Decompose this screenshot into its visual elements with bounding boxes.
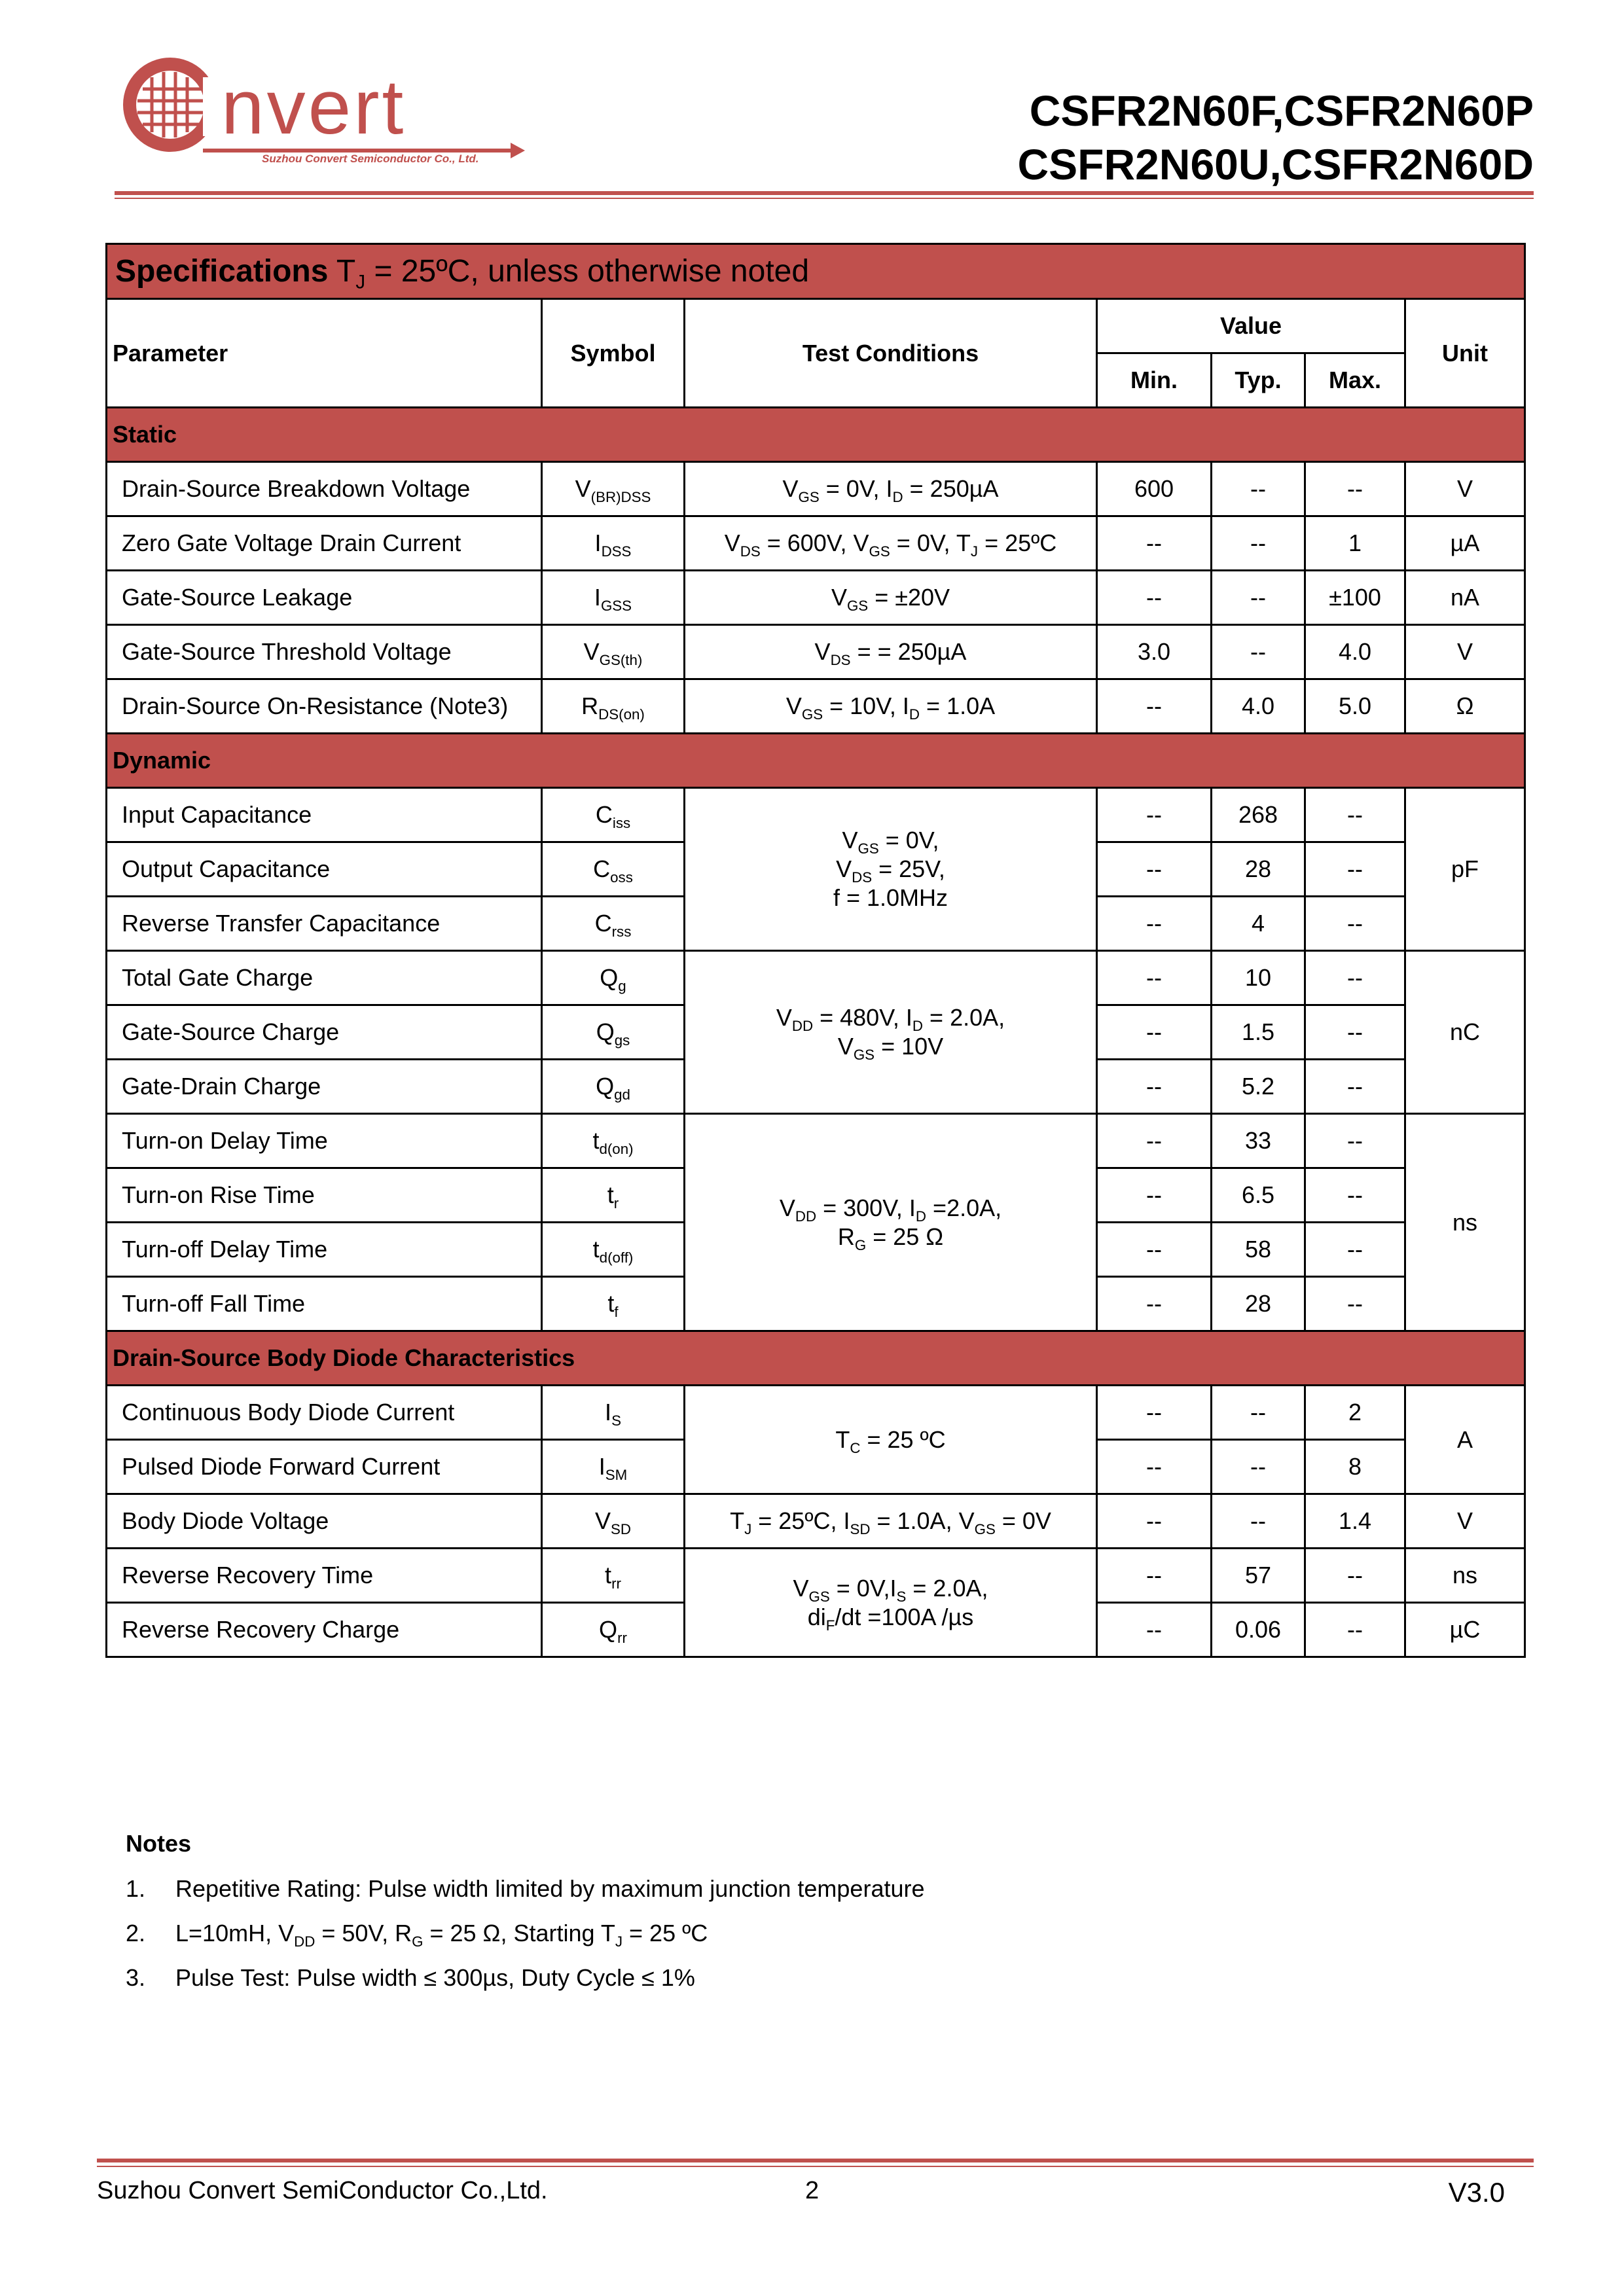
min-cell: --	[1097, 951, 1212, 1005]
header-divider	[115, 191, 1534, 195]
max-cell: --	[1305, 842, 1405, 897]
test-condition-cell: $V_{GS} = \pm 20V$	[685, 571, 1097, 625]
table-title-bold: Specifications	[115, 254, 329, 289]
company-logo	[111, 51, 530, 169]
min-cell: --	[1097, 788, 1212, 842]
param-cell: Continuous Body Diode Current	[107, 1386, 542, 1440]
part-number-title	[1017, 84, 1534, 191]
note-text: Repetitive Rating: Pulse width limited by maximum junction temperature	[175, 1875, 925, 1902]
test-condition-cell: $V_{GS} = 0V$, $V_{DS} = 25V$, f = 1.0MHz	[685, 788, 1097, 951]
max-cell: --	[1305, 1168, 1405, 1223]
typ-cell: 4.0	[1212, 679, 1305, 734]
table-row	[107, 1114, 1525, 1168]
param-cell: Zero Gate Voltage Drain Current	[107, 516, 542, 571]
max-cell: --	[1305, 951, 1405, 1005]
symbol-cell: $C_{iss}$	[542, 788, 685, 842]
symbol-cell: $C_{oss}$	[542, 842, 685, 897]
min-cell: --	[1097, 516, 1212, 571]
col-header-test-conditions: Test Conditions	[685, 299, 1097, 408]
table-row	[107, 625, 1525, 679]
min-cell: --	[1097, 679, 1212, 734]
symbol-cell: $Q_{gs}$	[542, 1005, 685, 1060]
symbol-cell: $V_{SD}$	[542, 1494, 685, 1549]
unit-cell: V	[1405, 1494, 1525, 1549]
test-condition-cell: $T_J$ = 25ºC, $I_{SD} = 1.0A$, $V_{GS} = 0V$	[685, 1494, 1097, 1549]
symbol-cell: $Q_{rr}$	[542, 1603, 685, 1657]
max-cell: 5.0	[1305, 679, 1405, 734]
logo-subtitle: Suzhou Convert Semiconductor Co., Ltd.	[262, 152, 479, 165]
note-text: L=10mH, $V_{DD} = 50V$, $R_G = 25$ Ω, Starting $T_J = 25$ ºC	[175, 1920, 708, 1950]
typ-cell: --	[1212, 1386, 1305, 1440]
symbol-cell: $t_r$	[542, 1168, 685, 1223]
min-cell: --	[1097, 1005, 1212, 1060]
unit-cell: µC	[1405, 1603, 1525, 1657]
col-header-parameter: Parameter	[107, 299, 542, 408]
table-row	[107, 1386, 1525, 1440]
note-text: Pulse Test: Pulse width ≤ 300µs, Duty Cycle ≤ 1%	[175, 1964, 695, 1991]
note-number: 1.	[126, 1875, 146, 1902]
table-row	[107, 951, 1525, 1005]
min-cell: 3.0	[1097, 625, 1212, 679]
max-cell: ±100	[1305, 571, 1405, 625]
symbol-cell: $Q_{gd}$	[542, 1060, 685, 1114]
max-cell: --	[1305, 1277, 1405, 1331]
param-cell: Body Diode Voltage	[107, 1494, 542, 1549]
typ-cell: --	[1212, 1440, 1305, 1494]
document-version: V3.0	[1448, 2177, 1505, 2208]
table-row	[107, 571, 1525, 625]
title-line-1: CSFR2N60F,CSFR2N60P	[1029, 86, 1534, 135]
max-cell: --	[1305, 1005, 1405, 1060]
param-cell: Input Capacitance	[107, 788, 542, 842]
typ-cell: 57	[1212, 1549, 1305, 1603]
col-header-symbol: Symbol	[542, 299, 685, 408]
symbol-cell: $I_S$	[542, 1386, 685, 1440]
section-label-static: Static	[107, 408, 1525, 462]
max-cell: --	[1305, 462, 1405, 516]
test-condition-cell: $T_C = 25$ ºC	[685, 1386, 1097, 1494]
max-cell: 2	[1305, 1386, 1405, 1440]
col-header-min: Min.	[1097, 353, 1212, 408]
min-cell: 600	[1097, 462, 1212, 516]
note-item	[126, 1964, 695, 2008]
min-cell: --	[1097, 1277, 1212, 1331]
min-cell: --	[1097, 1060, 1212, 1114]
min-cell: --	[1097, 897, 1212, 951]
footer-company: Suzhou Convert SemiConductor Co.,Ltd.	[97, 2177, 548, 2204]
min-cell: --	[1097, 1114, 1212, 1168]
test-condition-cell: $V_{GS} = 0V,I_S = 2.0A$, $di_F/dt =100A$ /µs	[685, 1549, 1097, 1657]
unit-cell: µA	[1405, 516, 1525, 571]
symbol-cell: $I_{GSS}$	[542, 571, 685, 625]
footer-divider-thin	[97, 2166, 1534, 2167]
table-row	[107, 1494, 1525, 1549]
typ-cell: --	[1212, 1494, 1305, 1549]
typ-cell: 33	[1212, 1114, 1305, 1168]
table-title-condition: $T_J$ = 25ºC, unless otherwise noted	[336, 254, 810, 293]
param-cell: Pulsed Diode Forward Current	[107, 1440, 542, 1494]
param-cell: Turn-off Delay Time	[107, 1223, 542, 1277]
symbol-cell: $V_{GS(th)}$	[542, 625, 685, 679]
title-line-2: CSFR2N60U,CSFR2N60D	[1017, 140, 1534, 188]
test-condition-cell: $V_{DS}$ = = 250µA	[685, 625, 1097, 679]
typ-cell: 268	[1212, 788, 1305, 842]
param-cell: Output Capacitance	[107, 842, 542, 897]
max-cell: 8	[1305, 1440, 1405, 1494]
min-cell: --	[1097, 1440, 1212, 1494]
header-row	[107, 299, 1525, 353]
table-row	[107, 679, 1525, 734]
param-cell: Turn-on Delay Time	[107, 1114, 542, 1168]
symbol-cell: $Q_g$	[542, 951, 685, 1005]
symbol-cell: $t_{d(on)}$	[542, 1114, 685, 1168]
typ-cell: 1.5	[1212, 1005, 1305, 1060]
unit-cell: ns	[1405, 1549, 1525, 1603]
typ-cell: 28	[1212, 1277, 1305, 1331]
max-cell: 4.0	[1305, 625, 1405, 679]
symbol-cell: $I_{SM}$	[542, 1440, 685, 1494]
param-cell: Reverse Transfer Capacitance	[107, 897, 542, 951]
typ-cell: 58	[1212, 1223, 1305, 1277]
min-cell: --	[1097, 1386, 1212, 1440]
symbol-cell: $t_{rr}$	[542, 1549, 685, 1603]
table-title-row	[107, 244, 1525, 299]
param-cell: Drain-Source On-Resistance (Note3)	[107, 679, 542, 734]
col-header-value: Value	[1097, 299, 1405, 353]
min-cell: --	[1097, 1549, 1212, 1603]
test-condition-cell: $V_{DS} = 600V$, $V_{GS} = 0V$, $T_J$ = 25ºC	[685, 516, 1097, 571]
param-cell: Gate-Source Threshold Voltage	[107, 625, 542, 679]
typ-cell: --	[1212, 625, 1305, 679]
unit-cell: ns	[1405, 1114, 1525, 1331]
unit-cell: V	[1405, 625, 1525, 679]
symbol-cell: $t_f$	[542, 1277, 685, 1331]
test-condition-cell: $V_{DD} = 480V$, $I_D = 2.0A$, $V_{GS} = 10V$	[685, 951, 1097, 1114]
param-cell: Gate-Drain Charge	[107, 1060, 542, 1114]
footer-divider	[97, 2159, 1534, 2162]
typ-cell: --	[1212, 571, 1305, 625]
table-row	[107, 462, 1525, 516]
section-row-dynamic	[107, 734, 1525, 788]
section-label-dynamic: Dynamic	[107, 734, 1525, 788]
note-number: 2.	[126, 1920, 146, 1946]
symbol-cell: $C_{rss}$	[542, 897, 685, 951]
table-row	[107, 1549, 1525, 1603]
note-item	[126, 1874, 925, 1919]
max-cell: 1.4	[1305, 1494, 1405, 1549]
max-cell: --	[1305, 788, 1405, 842]
max-cell: --	[1305, 897, 1405, 951]
header-divider-thin	[115, 198, 1534, 199]
min-cell: --	[1097, 842, 1212, 897]
typ-cell: 5.2	[1212, 1060, 1305, 1114]
specifications-table	[105, 243, 1526, 1658]
symbol-cell: $I_{DSS}$	[542, 516, 685, 571]
param-cell: Gate-Source Leakage	[107, 571, 542, 625]
test-condition-cell: $V_{GS} = 10V$, $I_D = 1.0A$	[685, 679, 1097, 734]
note-number: 3.	[126, 1964, 146, 1991]
table-row	[107, 788, 1525, 842]
min-cell: --	[1097, 1603, 1212, 1657]
col-header-typ: Typ.	[1212, 353, 1305, 408]
unit-cell: nA	[1405, 571, 1525, 625]
param-cell: Reverse Recovery Charge	[107, 1603, 542, 1657]
param-cell: Gate-Source Charge	[107, 1005, 542, 1060]
max-cell: --	[1305, 1603, 1405, 1657]
unit-cell: A	[1405, 1386, 1525, 1494]
typ-cell: 10	[1212, 951, 1305, 1005]
notes-title: Notes	[126, 1830, 192, 1857]
table-title	[107, 244, 1525, 299]
section-label-diode: Drain-Source Body Diode Characteristics	[107, 1331, 1525, 1386]
max-cell: --	[1305, 1549, 1405, 1603]
min-cell: --	[1097, 1223, 1212, 1277]
typ-cell: 6.5	[1212, 1168, 1305, 1223]
section-row-static	[107, 408, 1525, 462]
col-header-max: Max.	[1305, 353, 1405, 408]
max-cell: --	[1305, 1114, 1405, 1168]
test-condition-cell: $V_{DD} = 300V$, $I_D =2.0A$, $R_G = 25$ Ω	[685, 1114, 1097, 1331]
param-cell: Drain-Source Breakdown Voltage	[107, 462, 542, 516]
typ-cell: 4	[1212, 897, 1305, 951]
unit-cell: Ω	[1405, 679, 1525, 734]
typ-cell: 28	[1212, 842, 1305, 897]
min-cell: --	[1097, 1168, 1212, 1223]
min-cell: --	[1097, 1494, 1212, 1549]
unit-cell: V	[1405, 462, 1525, 516]
symbol-cell: $V_{(BR)DSS}$	[542, 462, 685, 516]
page-number: 2	[805, 2177, 820, 2204]
unit-cell: pF	[1405, 788, 1525, 951]
param-cell: Reverse Recovery Time	[107, 1549, 542, 1603]
logo-text: nvert	[221, 64, 406, 151]
typ-cell: 0.06	[1212, 1603, 1305, 1657]
notes-section	[126, 1830, 925, 2008]
section-row-diode	[107, 1331, 1525, 1386]
min-cell: --	[1097, 571, 1212, 625]
max-cell: --	[1305, 1223, 1405, 1277]
param-cell: Turn-off Fall Time	[107, 1277, 542, 1331]
typ-cell: --	[1212, 462, 1305, 516]
symbol-cell: $t_{d(off)}$	[542, 1223, 685, 1277]
test-condition-cell: $V_{GS} = 0V$, $I_D = 250\mu A$	[685, 462, 1097, 516]
typ-cell: --	[1212, 516, 1305, 571]
col-header-unit: Unit	[1405, 299, 1525, 408]
unit-cell: nC	[1405, 951, 1525, 1114]
note-item	[126, 1919, 708, 1964]
max-cell: 1	[1305, 516, 1405, 571]
param-cell: Total Gate Charge	[107, 951, 542, 1005]
max-cell: --	[1305, 1060, 1405, 1114]
table-row	[107, 516, 1525, 571]
symbol-cell: $R_{DS(on)}$	[542, 679, 685, 734]
param-cell: Turn-on Rise Time	[107, 1168, 542, 1223]
